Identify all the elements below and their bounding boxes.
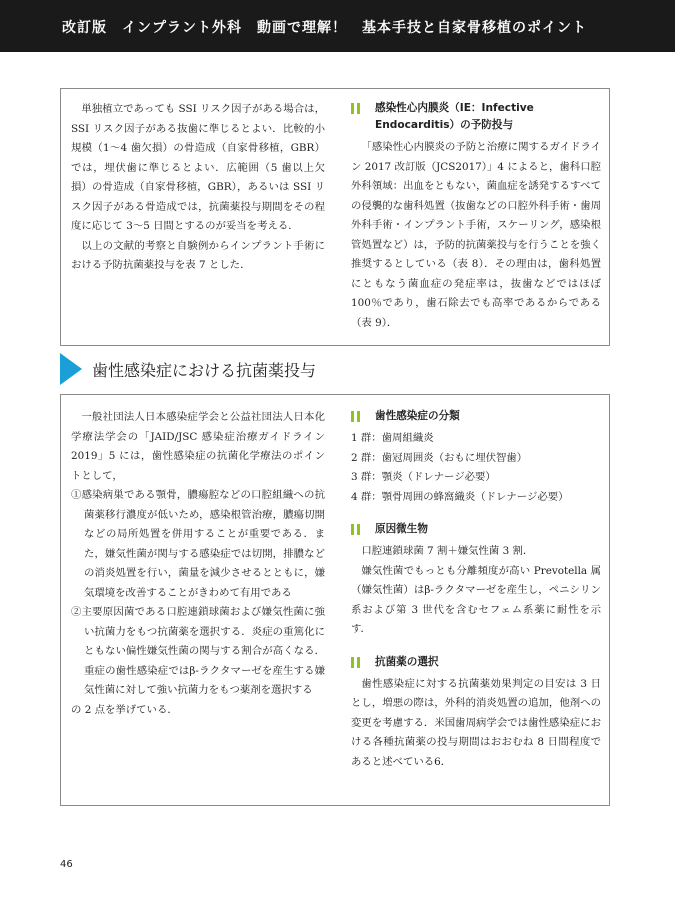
sub-heading-pathogens bbox=[351, 521, 601, 538]
sub-heading-antibiotics bbox=[351, 654, 601, 671]
heading-marker-icon bbox=[357, 657, 360, 668]
list-item: 2 群：歯冠周囲炎（おもに埋伏智歯） bbox=[351, 451, 528, 464]
sub-heading-text: 抗菌薬の選択 bbox=[375, 655, 439, 668]
list-item: 3 群：顎炎（ドレナージ必要） bbox=[351, 471, 496, 483]
heading-marker-icon bbox=[351, 524, 354, 535]
top-text-box bbox=[60, 88, 610, 346]
top-left-column bbox=[71, 100, 325, 276]
paragraph: の 2 点を挙げている． bbox=[71, 703, 178, 716]
heading-marker-icon bbox=[357, 103, 360, 114]
list-item: ①感染病巣である顎骨，膿瘍腔などの口腔組織への抗菌薬移行濃度が低いため，感染根管治療，膿瘍切開などの局所処置を併用することが重要である．また，嫌気性菌が関与する感染症では切開，排膿などの消炎処置を行い，菌量を減少させるとともに，嫌気環境を改善することがきわめて有用である bbox=[71, 489, 325, 599]
bottom-left-column bbox=[71, 408, 325, 720]
running-header-title: 改訂版 インプラント外科 動画で理解！ 基本手技と自家骨移植のポイント bbox=[62, 20, 587, 36]
heading-marker-icon bbox=[351, 657, 354, 668]
sub-heading-text: 歯性感染症の分類 bbox=[375, 410, 460, 422]
paragraph: 口腔連鎖球菌 7 割＋嫌気性菌 3 割． bbox=[361, 545, 534, 557]
heading-marker-icon bbox=[351, 411, 354, 422]
triangle-marker-icon bbox=[60, 353, 82, 385]
paragraph: 単独植立であっても SSI リスク因子がある場合は，SSI リスク因子がある抜歯に準じるとよい．比較的小規模（1～4 歯欠損）の骨造成（自家骨移植，GBR）では，埋伏歯に準じるとよい．広範囲（5 歯以上欠損）の骨造成（自家骨移植，GBR），あるいは SSI リスク因子がある骨造成では，抗菌薬投与期間をその程度に応じて 3～5 日間とするのが妥当を考える． bbox=[71, 103, 325, 232]
paragraph: 以上の文献的考察と自験例からインプラント手術における予防抗菌薬投与を表 7 とした． bbox=[71, 239, 325, 271]
sub-heading-text: 感染性心内膜炎（IE：Infective Endocarditis）の予防投与 bbox=[375, 102, 534, 131]
sub-heading-classification bbox=[351, 408, 601, 425]
list-item: 1 群：歯周組織炎 bbox=[351, 432, 434, 444]
heading-marker-icon bbox=[357, 524, 360, 535]
list-item: 4 群：顎骨周囲の蜂窩織炎（ドレナージ必要） bbox=[351, 490, 569, 503]
bottom-right-column bbox=[351, 408, 601, 772]
top-right-column bbox=[351, 100, 601, 333]
page-number: 46 bbox=[60, 859, 73, 870]
section-heading-text: 歯性感染症における抗菌薬投与 bbox=[92, 361, 317, 380]
heading-marker-icon bbox=[357, 411, 360, 422]
bottom-text-box bbox=[60, 394, 610, 806]
running-header bbox=[0, 0, 675, 52]
list-item: ②主要原因菌である口腔連鎖球菌および嫌気性菌に強い抗菌力をもつ抗菌薬を選択する．炎症の重篤化にともない偏性嫌気性菌の関与する割合が高くなる．重症の歯性感染症ではβ-ラクタマーゼを産生する嫌気性菌に対して強い抗菌力をもつ薬剤を選択する bbox=[71, 606, 325, 696]
sub-heading-ie bbox=[351, 100, 601, 134]
heading-marker-icon bbox=[351, 103, 354, 114]
paragraph: 嫌気性菌でもっとも分離頻度が高い Prevotella 属（嫌気性菌）はβ-ラクタマーゼを産生し，ペニシリン系および第 3 世代を含むセフェム系薬に耐性を示す． bbox=[351, 564, 601, 635]
paragraph: 一般社団法人日本感染症学会と公益社団法人日本化学療法学会の「JAID/JSC 感染症治療ガイドライン 2019」5 には，歯性感染症の抗菌化学療法のポイントとして， bbox=[71, 411, 325, 482]
paragraph: 「感染性心内膜炎の予防と治療に関するガイドライン 2017 改訂版（JCS2017）」4 によると，歯科口腔外科領域：出血をともない，菌血症を誘発するすべての侵襲的な歯科処置（抜歯などの口腔外科手術・歯周外科手術・インプラント手術，スケーリング，感染根管処置など）は，予防的抗菌薬投与を行うことを強く推奨するとしている（表 8）．その理由は，歯科処置にともなう菌血症の発症率は，抜歯などではほぼ 100％であり，歯石除去でも高率であるからである（表 9）． bbox=[351, 141, 601, 329]
sub-heading-text: 原因微生物 bbox=[375, 523, 428, 535]
paragraph: 歯性感染症に対する抗菌薬効果判定の目安は 3 日とし，増悪の際は，外科的消炎処置の追加，他剤への変更を考慮する．米国歯周病学会では歯性感染症における各種抗菌薬の投与期間はおおむね 8 日間程度であると述べている6． bbox=[351, 677, 601, 768]
